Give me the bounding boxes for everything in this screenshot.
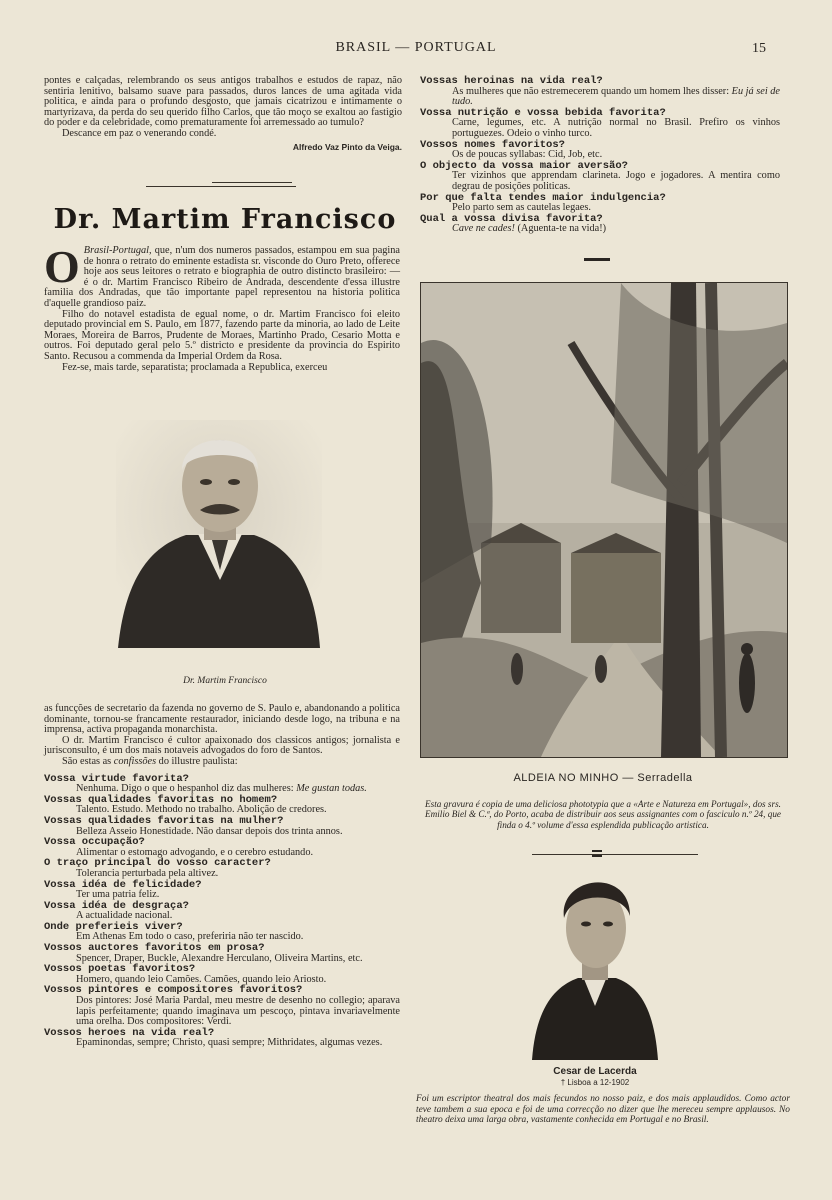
- question: Vossos nomes favoritos?: [420, 138, 565, 151]
- answer: Alimentar o estomago advogando, e o cerebro estudando.: [76, 846, 314, 858]
- question: Vossa occupação?: [44, 836, 145, 849]
- paragraph-5: O dr. Martim Francisco é cultor apaixonado dos classicos antigos; jornalista e jurisconsulto, é um dos mais notaveis advogados do foro de Santos.: [44, 734, 400, 757]
- answer-italic: Me gustan todas.: [296, 783, 367, 795]
- confession-item: [420, 214, 780, 235]
- answer: Belleza Asseio Honestidade. Não dansar depois dos trinta annos.: [76, 825, 343, 837]
- question: Vossa virtude favorita?: [44, 772, 189, 785]
- page-header: [0, 40, 832, 60]
- confession-item: [44, 985, 400, 1027]
- divider-line: [532, 854, 698, 855]
- confession-item: [44, 774, 400, 795]
- answer: Spencer, Draper, Buckle, Alexandre Herculano, Oliveira Martins, etc.: [76, 952, 363, 964]
- answer: A actualidade nacional.: [76, 910, 173, 922]
- village-landscape-image: [421, 283, 787, 757]
- confession-item: [44, 816, 400, 837]
- divider-line: [212, 182, 292, 183]
- question: O traço principal do vosso caracter?: [44, 857, 271, 870]
- divider-line: [146, 186, 296, 187]
- question: Vossos pintores e compositores favoritos?: [44, 984, 303, 997]
- lacerda-name: Cesar de Lacerda: [553, 1066, 637, 1077]
- question: Vossas qualidades favoritas no homem?: [44, 793, 278, 806]
- answer: Talento. Estudo. Methodo no trabalho. Abolição de credores.: [76, 804, 327, 816]
- question: O objecto da vossa maior aversão?: [420, 159, 628, 172]
- answer: Nenhuma. Digo o que o hespanhol diz das mulheres:: [76, 783, 297, 795]
- confession-item: [420, 193, 780, 214]
- journal-title: BRASIL — PORTUGAL: [335, 40, 497, 55]
- answer: Em Athenas Em todo o caso, preferiria não ter nascido.: [76, 931, 304, 943]
- question: Onde preferieis viver?: [44, 920, 183, 933]
- question: Vossas heroinas na vida real?: [420, 75, 603, 87]
- confession-item: [44, 880, 400, 901]
- confession-item: [420, 76, 780, 108]
- obituary-closing: Descance em paz o venerando condé.: [62, 127, 217, 139]
- confession-item: [420, 140, 780, 161]
- village-photo-caption: ALDEIA NO MINHO — Serradella: [513, 772, 693, 784]
- question: Vossos heroes na vida real?: [44, 1026, 215, 1039]
- portrait-martim-francisco: [116, 420, 322, 650]
- confession-item: [44, 858, 400, 879]
- answer: Ter uma patria feliz.: [76, 889, 160, 901]
- answer: Epaminondas, sempre; Christo, quasi sempre; Mithridates, algumas vezes.: [76, 1037, 383, 1049]
- confession-item: [44, 922, 400, 943]
- question: Vossa nutrição e vossa bebida favorita?: [420, 106, 666, 119]
- article-title: Dr. Martim Francisco: [53, 204, 397, 235]
- author-signature: Alfredo Vaz Pinto da Veiga.: [292, 141, 402, 152]
- paragraph-6-post: do illustre paulista:: [156, 755, 238, 767]
- confession-item: [420, 161, 780, 193]
- answer: Dos pintores: José Maria Pardal, meu mestre de desenho no collegio; aparava lapis perfeitamente; quando imaginava um pescoço, pintava invariavelmente uma orelha. Dos compositores: Verdi.: [76, 995, 400, 1028]
- question: Vossa idéa de desgraça?: [44, 899, 189, 912]
- lacerda-death-date: † Lisboa a 12-1902: [560, 1078, 630, 1087]
- obituary-ending: [44, 76, 402, 152]
- question: Vossos poetas favoritos?: [44, 963, 196, 976]
- question: Por que falta tendes maior indulgencia?: [420, 191, 666, 204]
- answer: Tolerancia perturbada pela altivez.: [76, 867, 219, 879]
- answer: Os de poucas syllabas: Cid, Job, etc.: [452, 149, 603, 161]
- answer: As mulheres que não estremecerem quando um homem lhes disser:: [452, 85, 732, 97]
- portrait-cesar-de-lacerda: [532, 866, 658, 1060]
- article-body-lower: [44, 704, 400, 1049]
- confessions-list-left: [44, 774, 400, 1049]
- portrait-image: [116, 420, 322, 650]
- answer: Carne, legumes, etc. A nutrição normal no Brasil. Prefiro os vinhos portuguezes. Odeio o vinho turco.: [452, 117, 780, 139]
- confession-item: [44, 901, 400, 922]
- page-number: 15: [752, 41, 766, 56]
- answer-italic: Eu já sei de tudo.: [452, 85, 781, 108]
- confession-item: [44, 837, 400, 858]
- confessions-list-right: [420, 76, 780, 235]
- divider-line: [584, 258, 610, 261]
- portrait-image: [532, 866, 658, 1060]
- confession-item: [44, 943, 400, 964]
- village-photo-note: Esta gravura é copia de uma deliciosa phototypia que a «Arte e Natureza em Portugal», dos srs. Emilio Biel & C.ª, do Porto, acaba de distribuir aos seus assignantes com o fasciculo n.º 24, que finda o 4.º volume d'essa esplendida publicação artistica.: [424, 799, 782, 830]
- village-photo: [420, 282, 788, 758]
- paragraph-3: Fez-se, mais tarde, separatista; proclamada a Republica, exerceu: [62, 361, 328, 373]
- answer: (Aguenta-te na vida!): [514, 223, 607, 235]
- confession-item: [44, 964, 400, 985]
- paragraph-2: Filho do notavel estadista de egual nome, o dr. Martim Francisco foi eleito deputado provincial em S. Paulo, em 1877, fazendo parte da minoria, ao lado de Leite Moraes, Moreira de Barros, Prudente de Moraes, Martinho Prado, Cesario Motta e outros. Foi deputado geral pelo 5.º districto e presidente da provincia do Espirito Santo. Recusou a commenda da Imperial Ordem da Rosa.: [44, 308, 400, 362]
- confession-item: [44, 795, 400, 816]
- portrait-caption: Dr. Martim Francisco: [183, 676, 267, 686]
- lacerda-obituary: Foi um escriptor theatral dos mais fecundos no nosso paiz, e dos mais applaudidos. Como actor teve tambem a sua epoca e foi de uma correcção no dizer que lhe mereceu sempre applausos. No theatro deixa uma larga obra, vastamente conhecida em Portugal e no Brasil.: [416, 1094, 790, 1125]
- drop-cap: O: [44, 241, 80, 292]
- journal-name-italic: Brasil-Portugal,: [83, 245, 152, 256]
- question: Vossa idéa de felicidade?: [44, 878, 202, 891]
- confession-item: [420, 108, 780, 140]
- obituary-text: pontes e calçadas, relembrando os seus antigos trabalhos e estudos de rapaz, não sentiria lenitivo, balsamo suave para passados, duros lances de uma agitada vida politica, e ainda para o profundo desgosto, que jamais cicatrizou e intimamente o martyrizava, da perda do seu querido filho Carlos, que tão moço se exaltou ao fastigio do poder e da celebridade, como prematuramente foi arremessado ao tumulo?: [44, 75, 402, 129]
- question: Qual a vossa divisa favorita?: [420, 212, 603, 225]
- paragraph-1: que, n'um dos numeros passados, estampou em sua pagina de honra o retrato do eminente estadista sr. visconde do Ouro Preto, offerece hoje aos seus leitores o retrato e biographia de outro distincto brasileiro: — é o dr. Martim Francisco Ribeiro de Andrada, descendente d'essa illustre familia dos Andradas, que tão importante papel representou na historia politica d'aquelle grandioso paiz.: [44, 245, 400, 309]
- answer: Ter vizinhos que apprendam clarineta. Jogo e jogadores. A mentira como degrau de posições politicas.: [452, 170, 780, 192]
- paragraph-4: as funcções de secretario da fazenda no governo de S. Paulo e, abandonando a politica dominante, tornou-se francamente restaurador, iniciando desde logo, na tribuna e na imprensa, activa propaganda monarchista.: [44, 703, 400, 736]
- question: Vossas qualidades favoritas na mulher?: [44, 814, 284, 827]
- paragraph-6-italic: confissões: [113, 755, 157, 767]
- divider-ornament: [592, 850, 602, 857]
- article-body-upper: [44, 241, 400, 373]
- confession-item: [44, 1028, 400, 1049]
- answer-italic: Cave ne cades!: [452, 223, 515, 235]
- answer: Pelo parto sem as cautelas legaes.: [452, 202, 591, 214]
- answer: Homero, quando leio Camões. Camões, quando leio Ariosto.: [76, 973, 327, 985]
- question: Vossos auctores favoritos em prosa?: [44, 942, 265, 955]
- paragraph-6-pre: São estas as: [62, 755, 114, 767]
